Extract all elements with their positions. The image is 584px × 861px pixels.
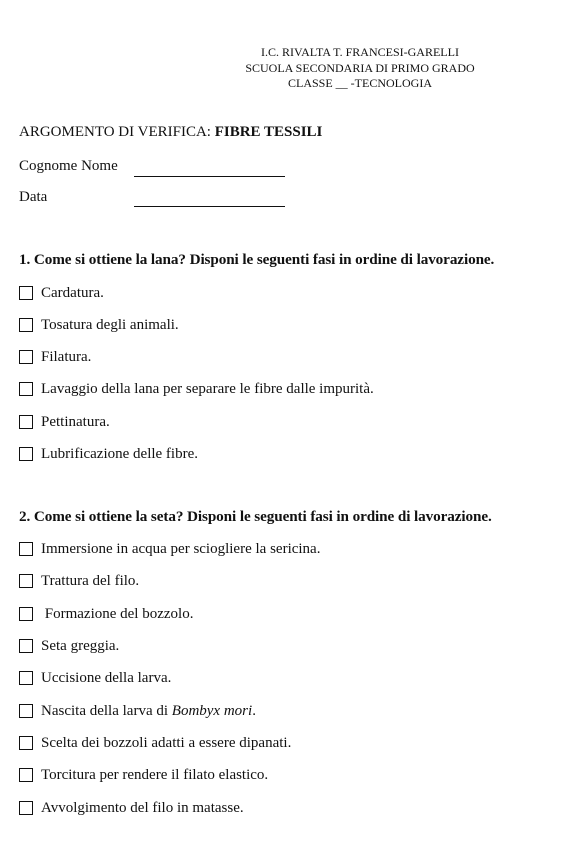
- list-item: Lubrificazione delle fibre.: [19, 444, 198, 464]
- checkbox[interactable]: [19, 447, 33, 461]
- date-blank[interactable]: [134, 205, 285, 207]
- checkbox[interactable]: [19, 736, 33, 750]
- checkbox[interactable]: [19, 607, 33, 621]
- topic-value: FIBRE TESSILI: [214, 124, 323, 140]
- list-item: Immersione in acqua per sciogliere la sericina.: [19, 539, 320, 559]
- list-item: Formazione del bozzolo.: [19, 604, 193, 624]
- list-item: Seta greggia.: [19, 636, 119, 656]
- checkbox[interactable]: [19, 704, 33, 718]
- checkbox[interactable]: [19, 574, 33, 588]
- list-item: Scelta dei bozzoli adatti a essere dipanati.: [19, 733, 291, 753]
- topic-line: [19, 124, 322, 141]
- checkbox[interactable]: [19, 286, 33, 300]
- name-blank[interactable]: [134, 175, 285, 177]
- question-2-title: 2. Come si ottiene la seta? Disponi le seguenti fasi in ordine di lavorazione.: [19, 508, 492, 525]
- school-header: [160, 45, 560, 92]
- list-item: Nascita della larva di Bombyx mori .: [19, 701, 256, 721]
- name-field: [19, 158, 118, 175]
- topic-label: ARGOMENTO DI VERIFICA:: [19, 124, 215, 140]
- list-item: Trattura del filo.: [19, 571, 139, 591]
- list-item: Pettinatura.: [19, 412, 110, 432]
- checkbox[interactable]: [19, 671, 33, 685]
- list-item: Uccisione della larva.: [19, 668, 171, 688]
- header-school: SCUOLA SECONDARIA DI PRIMO GRADO: [245, 60, 475, 75]
- header-class: CLASSE __ -TECNOLOGIA: [288, 76, 432, 90]
- list-item: Tosatura degli animali.: [19, 315, 179, 335]
- header-institute: I.C. RIVALTA T. FRANCESI-GARELLI: [261, 45, 459, 59]
- list-item: Lavaggio della lana per separare le fibre dalle impurità.: [19, 379, 374, 399]
- species-name: Bombyx mori: [171, 702, 253, 719]
- checkbox[interactable]: [19, 768, 33, 782]
- list-item: Filatura.: [19, 347, 91, 367]
- checkbox[interactable]: [19, 415, 33, 429]
- checkbox[interactable]: [19, 350, 33, 364]
- date-label: Data: [19, 189, 48, 205]
- date-field: [19, 189, 47, 206]
- checkbox[interactable]: [19, 639, 33, 653]
- checkbox[interactable]: [19, 318, 33, 332]
- checkbox[interactable]: [19, 801, 33, 815]
- checkbox[interactable]: [19, 382, 33, 396]
- checkbox[interactable]: [19, 542, 33, 556]
- list-item: Cardatura.: [19, 283, 104, 303]
- question-1-title: 1. Come si ottiene la lana? Disponi le seguenti fasi in ordine di lavorazione.: [19, 251, 495, 268]
- list-item: Torcitura per rendere il filato elastico.: [19, 765, 268, 785]
- name-label: Cognome Nome: [19, 158, 118, 174]
- list-item: Avvolgimento del filo in matasse.: [19, 798, 244, 818]
